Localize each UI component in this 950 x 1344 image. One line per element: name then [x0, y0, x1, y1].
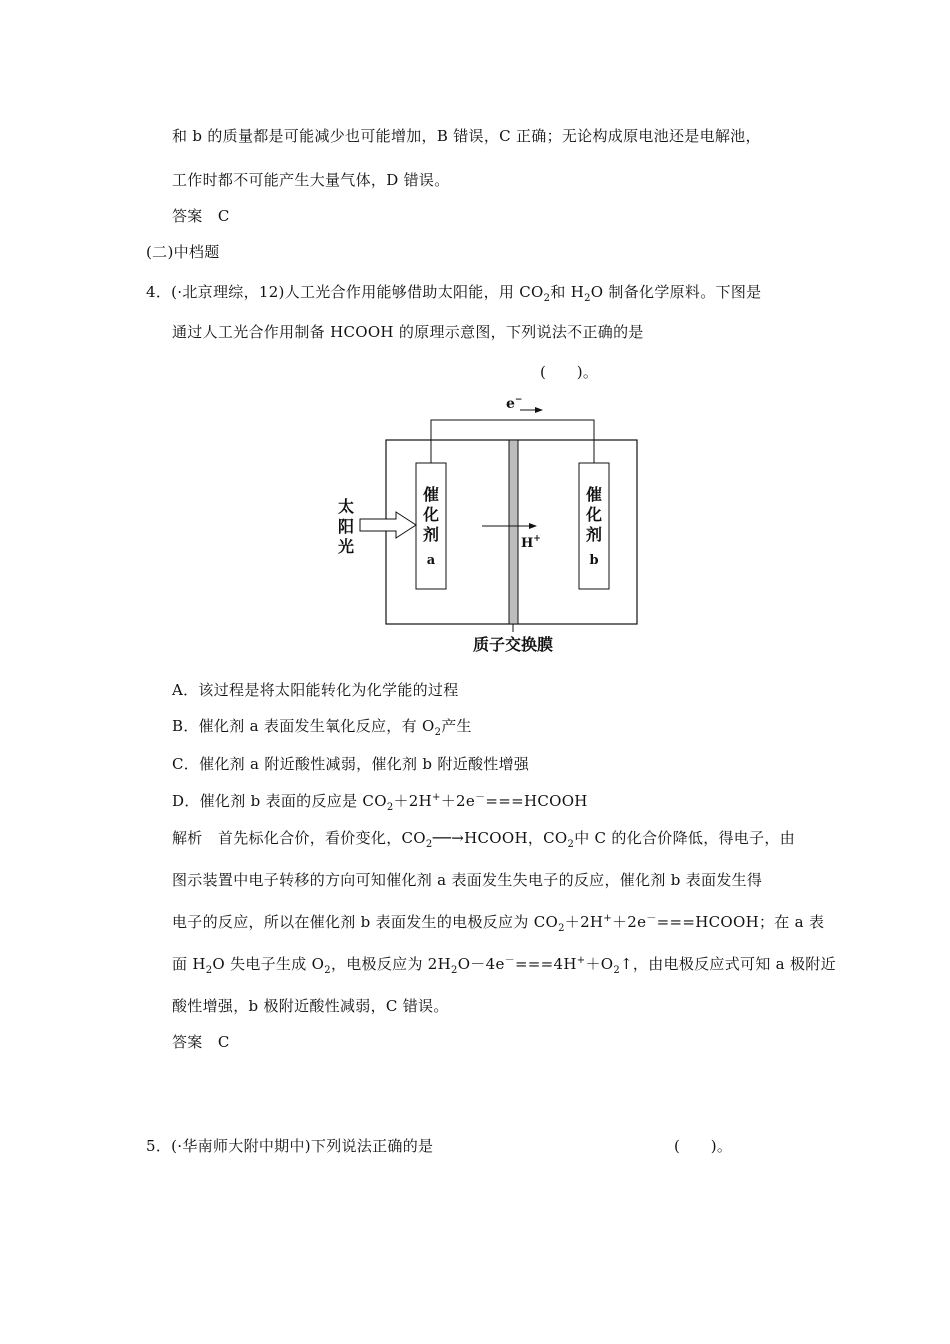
catalyst-a-char-4: a [426, 553, 436, 568]
q4-stem-line-2: 通过人工光合作用制备 HCOOH 的原理示意图，下列说法不正确的是 [172, 323, 644, 341]
prev-analysis-line-1: 和 b 的质量都是可能减少也可能增加，B 错误，C 正确；无论构成原电池还是电解池， [172, 127, 761, 145]
catalyst-b-char-4: b [589, 553, 599, 568]
catalyst-b-char-2: 化 [585, 505, 603, 524]
prev-analysis-line-2: 工作时都不可能产生大量气体，D 错误。 [172, 171, 450, 189]
q4-answer-blank: ( )。 [540, 363, 599, 381]
prev-answer: 答案 C [172, 207, 230, 225]
q4-analysis-line-1: 解析 首先标化合价，看价变化，$CO_2──\to HCOOH$，$CO_2$中 C 的化合价降低，得电子，由 [172, 829, 796, 850]
q4-answer: 答案 C [172, 1033, 230, 1051]
sunlight-char-2: 阳 [337, 517, 355, 536]
photosynthesis-cell-diagram [330, 388, 650, 660]
membrane-label: 质子交换膜 [472, 635, 554, 654]
q4-option-a: A．该过程是将太阳能转化为化学能的过程 [172, 681, 459, 699]
q4-stem-line-1: 4．(·北京理综，12)人工光合作用能够借助太阳能，用 $CO_2$和 $H_2O$ 制备化学原料。下图是 [146, 283, 762, 304]
q4-analysis-line-2: 图示装置中电子转移的方向可知催化剂 a 表面发生失电子的反应，催化剂 b 表面发生得 [172, 871, 763, 889]
q4-analysis-line-4: 面 $H_2O$ 失电子生成 $O_2$，电极反应为 $2H_2O-4e^-===4H^++O_2↑$，由电极反应式可知 a 极附近 [172, 955, 836, 976]
electron-label: e− [506, 395, 523, 412]
q5-stem: 5．(·华南师大附中期中)下列说法正确的是 [146, 1137, 434, 1155]
proton-label: H+ [521, 534, 541, 551]
q4-analysis-line-5: 酸性增强，b 极附近酸性减弱，C 错误。 [172, 997, 449, 1015]
q4-option-d: D．催化剂 b 表面的反应是 $CO_2+2H^++2e^-===HCOOH$ [172, 792, 588, 813]
catalyst-b-char-3: 剂 [585, 525, 603, 544]
catalyst-b-char-1: 催 [585, 485, 603, 504]
q5-answer-blank: ( )。 [674, 1137, 733, 1155]
sunlight-char-3: 光 [337, 537, 355, 556]
section-title: (二)中档题 [146, 243, 220, 261]
catalyst-a-char-2: 化 [422, 505, 440, 524]
catalyst-a-char-1: 催 [422, 485, 440, 504]
proton-exchange-membrane [509, 440, 518, 624]
q4-option-c: C．催化剂 a 附近酸性减弱，催化剂 b 附近酸性增强 [172, 755, 530, 773]
q4-option-b: B．催化剂 a 表面发生氧化反应，有 $O_2$产生 [172, 717, 472, 738]
q4-analysis-line-3: 电子的反应，所以在催化剂 b 表面发生的电极反应为 $CO_2+2H^++2e^-===HCOOH$；在 a 表 [172, 913, 825, 934]
sunlight-char-1: 太 [337, 497, 355, 516]
catalyst-a-char-3: 剂 [422, 525, 440, 544]
sunlight-arrow [360, 512, 416, 538]
